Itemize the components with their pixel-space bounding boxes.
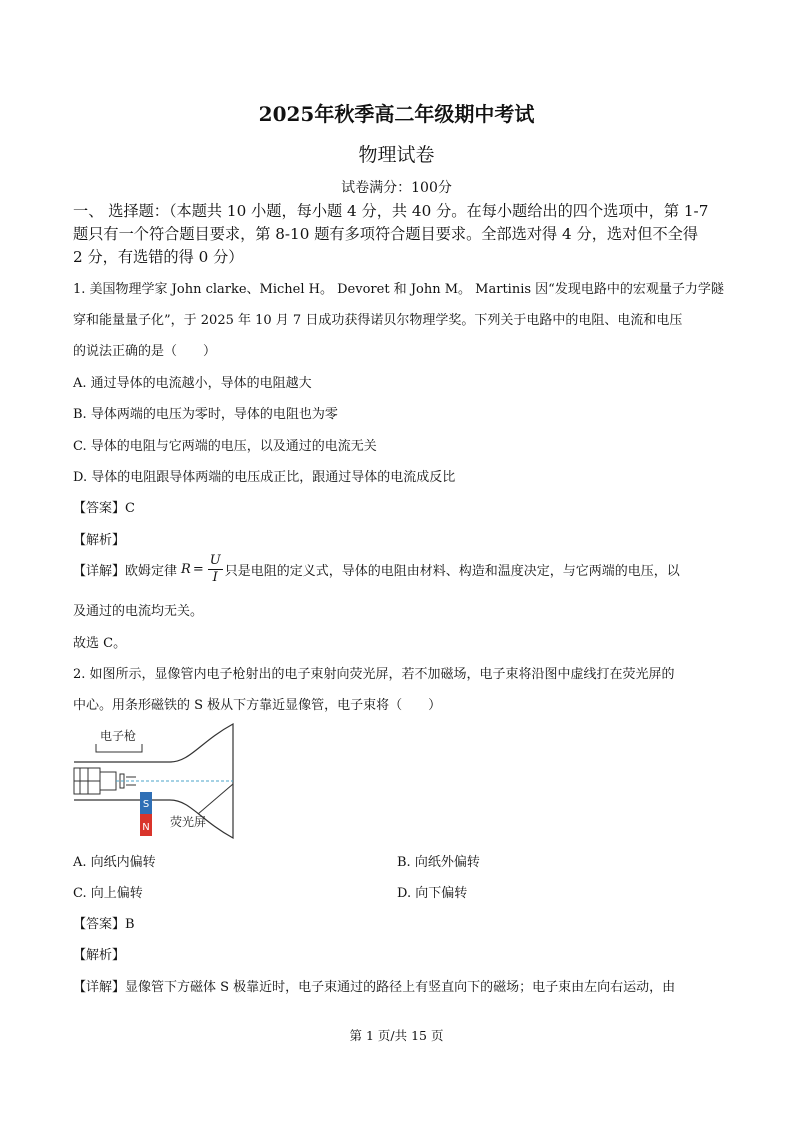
- formula-lhs: R: [181, 562, 191, 577]
- formula-denominator: I: [212, 570, 218, 585]
- q1-option-c: C. 导体的电阻与它两端的电压，以及通过的电流无关: [73, 439, 377, 454]
- formula-numerator: U: [209, 553, 221, 568]
- q2-stem-line-2: 中心。用条形磁铁的 S 极从下方靠近显像管，电子束将（ ）: [73, 698, 442, 713]
- gun-label-bracket: [96, 744, 142, 752]
- answer-tag: 【答案】: [73, 917, 126, 932]
- detail-text: 显像管下方磁体 S 极靠近时，电子束通过的路径上有竖直向下的磁场；电子束由左向右运动，由: [125, 980, 676, 995]
- q2-option-d: D. 向下偏转: [397, 886, 468, 901]
- gun-label: 电子枪: [100, 729, 137, 743]
- answer-value: B: [125, 917, 135, 932]
- section-intro-line-1: 一、 选择题：（本题共 10 小题，每小题 4 分，共 40 分。在每小题给出的四个选项中，第 1-7: [73, 202, 709, 220]
- full-score: 试卷满分：100分: [341, 180, 452, 196]
- q2-stem-line-1: 2. 如图所示，显像管内电子枪射出的电子束射向荧光屏，若不加磁场，电子束将沿图中虚线打在荧光屏的: [73, 667, 675, 682]
- q1-option-d: D. 导体的电阻跟导体两端的电压成正比，跟通过导体的电流成反比: [73, 470, 456, 485]
- magnet-n-label: N: [142, 822, 150, 833]
- section-intro-line-3: 2 分，有选错的得 0 分）: [73, 248, 244, 266]
- detail-tag: 【详解】: [73, 980, 126, 995]
- page-footer: 第 1 页/共 15 页: [349, 1028, 444, 1043]
- q2-analysis-tag: 【解析】: [73, 948, 126, 963]
- q1-option-a: A. 通过导体的电流越小，导体的电阻越大: [73, 376, 312, 391]
- answer-value: C: [125, 501, 135, 516]
- page-title: 2025年秋季高二年级期中考试: [258, 102, 535, 126]
- q2-option-a: A. 向纸内偏转: [73, 855, 156, 870]
- detail-tag: 【详解】: [73, 564, 126, 579]
- page-subtitle: 物理试卷: [358, 144, 435, 166]
- magnet-s-label: S: [142, 799, 150, 810]
- section-intro-line-2: 题只有一个符合题目要求，第 8-10 题有多项符合题目要求。全部选对得 4 分，选对但不全得: [73, 225, 699, 243]
- q2-detail-line-1: [73, 976, 675, 995]
- q1-stem-line-2: 穿和能量量子化”，于 2025 年 10 月 7 日成功获得诺贝尔物理学奖。下列关于电路中的电阻、电流和电压: [73, 313, 683, 328]
- q1-conclusion: 故选 C。: [73, 636, 127, 651]
- formula-fraction: [208, 553, 223, 586]
- q1-stem-line-3: 的说法正确的是（ ）: [73, 344, 217, 359]
- q1-option-b: B. 导体两端的电压为零时，导体的电阻也为零: [73, 407, 338, 422]
- crt-diagram: [70, 722, 245, 840]
- q2-option-c: C. 向上偏转: [73, 886, 143, 901]
- formula-eq: =: [192, 562, 204, 577]
- screen-pointer: [198, 784, 233, 814]
- q1-answer: [73, 497, 135, 516]
- gun-element: [100, 772, 116, 790]
- q1-stem-line-1: 1. 美国物理学家 John clarke、Michel H。 Devoret 和 John M。 Martinis 因“发现电路中的宏观量子力学隧: [73, 282, 724, 297]
- answer-tag: 【答案】: [73, 501, 126, 516]
- detail-pre: 欧姆定律: [125, 564, 178, 579]
- q1-detail-line-2: 及通过的电流均无关。: [73, 604, 204, 619]
- q2-option-b: B. 向纸外偏转: [397, 855, 480, 870]
- q1-detail-line-1: [73, 553, 680, 586]
- q2-answer: [73, 913, 135, 932]
- screen-label: 荧光屏: [170, 815, 207, 829]
- detail-post: 只是电阻的定义式，导体的电阻由材料、构造和温度决定，与它两端的电压，以: [224, 564, 680, 579]
- q1-analysis-tag: 【解析】: [73, 533, 126, 548]
